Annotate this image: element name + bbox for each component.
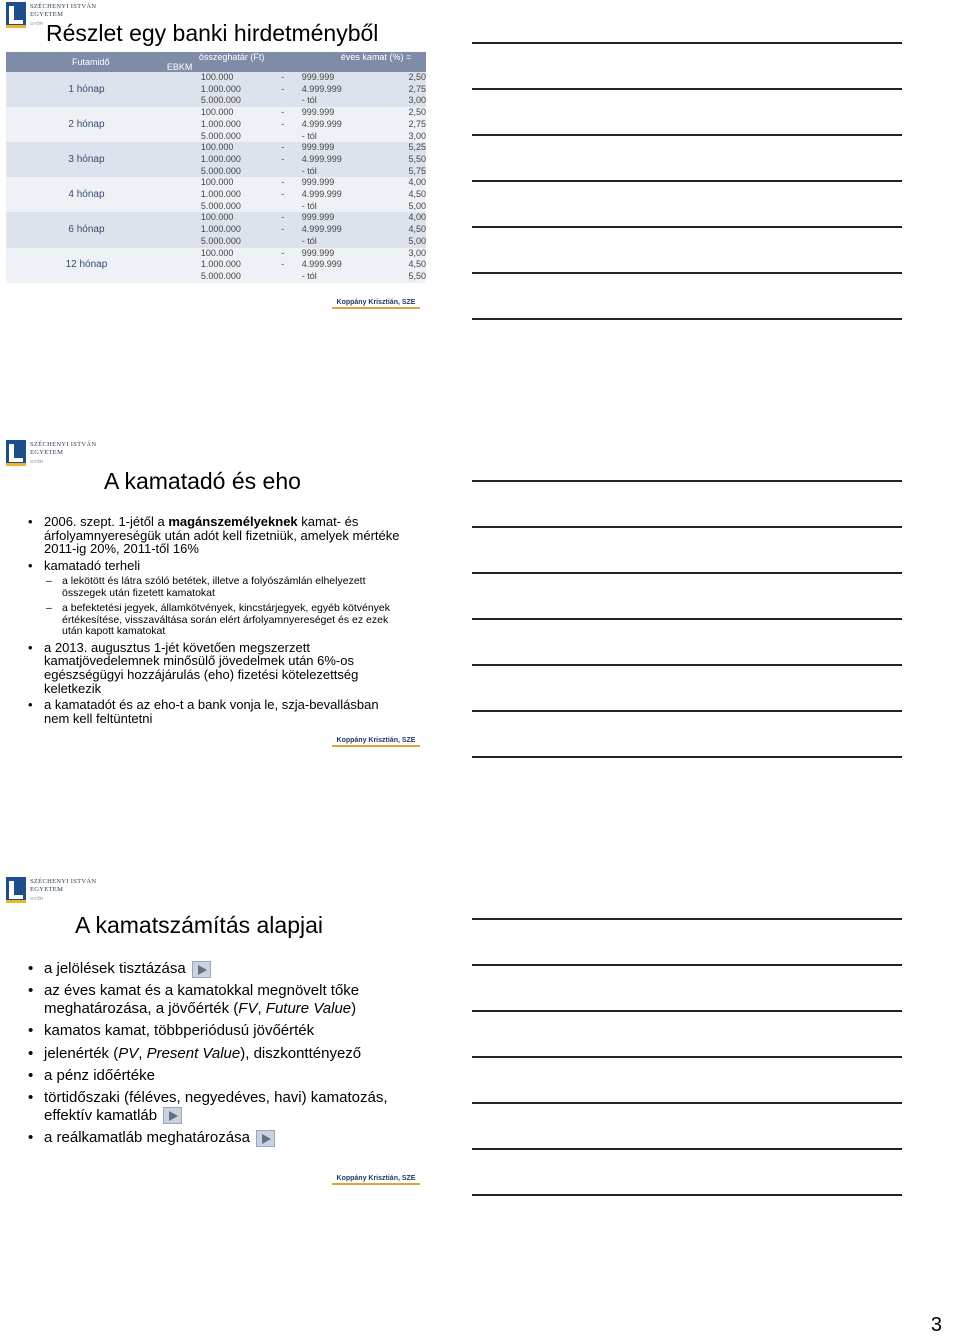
rate-cell: 5,25 [378,142,426,154]
amount-to-cell: - tól [302,166,379,178]
note-line [472,1010,902,1012]
amount-from-cell: 5.000.000 [167,131,281,143]
amount-from-cell: 100.000 [167,72,281,84]
note-line [472,318,902,320]
amount-from-cell: 1.000.000 [167,224,281,236]
logo-name: SZÉCHENYI ISTVÁN EGYETEM [30,3,97,18]
note-line [472,42,902,44]
amount-to-cell: 4.999.999 [302,84,379,96]
note-line [472,180,902,182]
dash-cell: - [281,142,301,154]
rate-cell: 5,00 [378,201,426,213]
amount-from-cell: 100.000 [167,107,281,119]
bullet-item: • a kamatadót és az eho-t a bank vonja le, szja-bevallásban nem kell feltüntetni [26,698,406,725]
period-cell: 3 hónap [6,142,167,177]
amount-to-cell: 4.999.999 [302,119,379,131]
rate-cell: 4,50 [378,224,426,236]
logo-name: SZÉCHENYI ISTVÁN EGYETEM [30,878,97,893]
slide-2-credit: Koppány Krisztián, SZE [332,737,420,747]
dash-cell: - [281,154,301,166]
dash-cell: - [281,177,301,189]
period-cell: 6 hónap [6,212,167,247]
rate-cell: 3,00 [378,95,426,107]
amount-from-cell: 5.000.000 [167,95,281,107]
bullet-item: • a pénz időértéke [26,1067,416,1085]
rate-cell: 3,00 [378,248,426,260]
header-amount-label: összeghatár (Ft) [198,52,265,62]
note-line [472,1102,902,1104]
amount-to-cell: - tól [302,201,379,213]
amount-from-cell: 100.000 [167,248,281,260]
bullet-item: • a jelölések tisztázása [26,960,416,978]
period-cell: 1 hónap [6,72,167,107]
amount-to-cell: - tól [302,95,379,107]
amount-to-cell: 4.999.999 [302,189,379,201]
amount-to-cell: - tól [302,271,379,283]
amount-to-cell: 999.999 [302,212,379,224]
logo-city: GYŐR [30,21,44,26]
rate-cell: 4,00 [378,212,426,224]
bullet-item: • törtidőszaki (féléves, negyedéves, havi) kamatozás, effektív kamatláb [26,1089,416,1125]
note-line [472,572,902,574]
amount-from-cell: 5.000.000 [167,201,281,213]
note-line [472,618,902,620]
bullet-item: • 2006. szept. 1-jétől a magánszemélyeknek kamat- és árfolyamnyereségük után adót kell fizetniük, amelyek mértéke 2011-ig 20%, 2011-től 16% [26,515,406,556]
university-logo [6,877,97,907]
amount-to-cell: 4.999.999 [302,154,379,166]
dash-cell: - [281,224,301,236]
sub-bullet-item: – a lekötött és látra szóló betétek, illetve a folyószámlán elhelyezett összegek után fizetett kamatokat [44,576,406,599]
rate-cell: 4,50 [378,259,426,271]
amount-from-cell: 100.000 [167,142,281,154]
dash-cell: - [281,189,301,201]
amount-from-cell: 1.000.000 [167,259,281,271]
slide-2-title: A kamatadó és eho [104,468,301,494]
play-link-icon[interactable] [163,1107,182,1124]
slide-1-title: Részlet egy banki hirdetményből [46,20,379,46]
amount-to-cell: 4.999.999 [302,224,379,236]
bullet-item: • a reálkamatláb meghatározása [26,1129,416,1147]
dash-cell: - [281,72,301,84]
note-line [472,918,902,920]
note-line [472,226,902,228]
bullet-item: • kamatadó terheli – a lekötött és látra szóló betétek, illetve a folyószámlán elhelyezett összegek után fizetett kamatokat – a befektetési jegyek, államkötvények, kincstárjegyek, egyéb kötvények értékesítése, visszaváltása során elért árfolyamnyereséget és ez ezek után kapott kamatokat [26,559,406,638]
amount-to-cell: 999.999 [302,177,379,189]
bullet-item: • a 2013. augusztus 1-jét követően megszerzett kamatjövedelemnek minősülő jövedelmek után 6%-os egészségügyi hozzájárulás (eho) fizetési kötelezettség keletkezik [26,641,406,695]
university-logo-mark-icon [6,877,26,903]
rate-cell: 2,75 [378,119,426,131]
dash-cell: - [281,259,301,271]
period-cell: 12 hónap [6,248,167,283]
amount-from-cell: 100.000 [167,177,281,189]
note-line [472,664,902,666]
amount-from-cell: 1.000.000 [167,84,281,96]
logo-city: GYŐR [30,896,44,901]
note-line [472,710,902,712]
amount-from-cell: 100.000 [167,212,281,224]
amount-to-cell: 4.999.999 [302,259,379,271]
rate-cell: 5,75 [378,166,426,178]
dash-cell: - [281,107,301,119]
note-line [472,964,902,966]
bullet-item: • kamatos kamat, többperiódusú jövőérték [26,1022,416,1040]
amount-to-cell: 999.999 [302,248,379,260]
logo-name: SZÉCHENYI ISTVÁN EGYETEM [30,441,97,456]
page-number: 3 [930,1314,942,1336]
period-cell: 4 hónap [6,177,167,212]
header-rate-label: éves kamat (%) = EBKM [166,52,412,72]
amount-to-cell: - tól [302,236,379,248]
rate-cell: 5,00 [378,236,426,248]
amount-from-cell: 5.000.000 [167,236,281,248]
rate-cell: 4,00 [378,177,426,189]
rate-cell: 5,50 [378,154,426,166]
amount-from-cell: 1.000.000 [167,189,281,201]
rate-cell: 2,50 [378,72,426,84]
period-cell: 2 hónap [6,107,167,142]
amount-from-cell: 5.000.000 [167,271,281,283]
note-line [472,1148,902,1150]
slide-1-credit: Koppány Krisztián, SZE [332,299,420,309]
rate-cell: 3,00 [378,131,426,143]
bullet-item: • az éves kamat és a kamatokkal megnövelt tőke meghatározása, a jövőérték (FV, Future Value) [26,982,416,1018]
logo-city: GYŐR [30,459,44,464]
amount-to-cell: - tól [302,131,379,143]
slide-3-bullets [26,960,416,1151]
note-line [472,1194,902,1196]
amount-from-cell: 1.000.000 [167,119,281,131]
note-line [472,272,902,274]
amount-to-cell: 999.999 [302,142,379,154]
dash-cell: - [281,119,301,131]
note-line [472,134,902,136]
note-line [472,88,902,90]
rate-cell: 5,50 [378,271,426,283]
dash-cell: - [281,212,301,224]
rate-cell: 4,50 [378,189,426,201]
rate-cell: 2,75 [378,84,426,96]
amount-to-cell: 999.999 [302,107,379,119]
note-line [472,1056,902,1058]
slide-3 [0,0,440,1200]
header-period: Futamidő [6,52,167,72]
rate-cell: 2,50 [378,107,426,119]
play-link-icon[interactable] [256,1130,275,1147]
bullet-item: • jelenérték (PV, Present Value), diszkonttényező [26,1045,416,1063]
amount-to-cell: 999.999 [302,72,379,84]
play-link-icon[interactable] [192,961,211,978]
dash-cell: - [281,248,301,260]
amount-from-cell: 5.000.000 [167,166,281,178]
sub-bullet-item: – a befektetési jegyek, államkötvények, kincstárjegyek, egyéb kötvények értékesítése, visszaváltása során elért árfolyamnyereséget és ez ezek után kapott kamatokat [44,603,406,638]
bold-term: magánszemélyeknek [168,514,298,529]
slide-3-title: A kamatszámítás alapjai [75,912,324,938]
note-line [472,756,902,758]
dash-cell: - [281,84,301,96]
slide-3-credit: Koppány Krisztián, SZE [332,1175,420,1185]
note-line [472,480,902,482]
amount-from-cell: 1.000.000 [167,154,281,166]
note-line [472,526,902,528]
